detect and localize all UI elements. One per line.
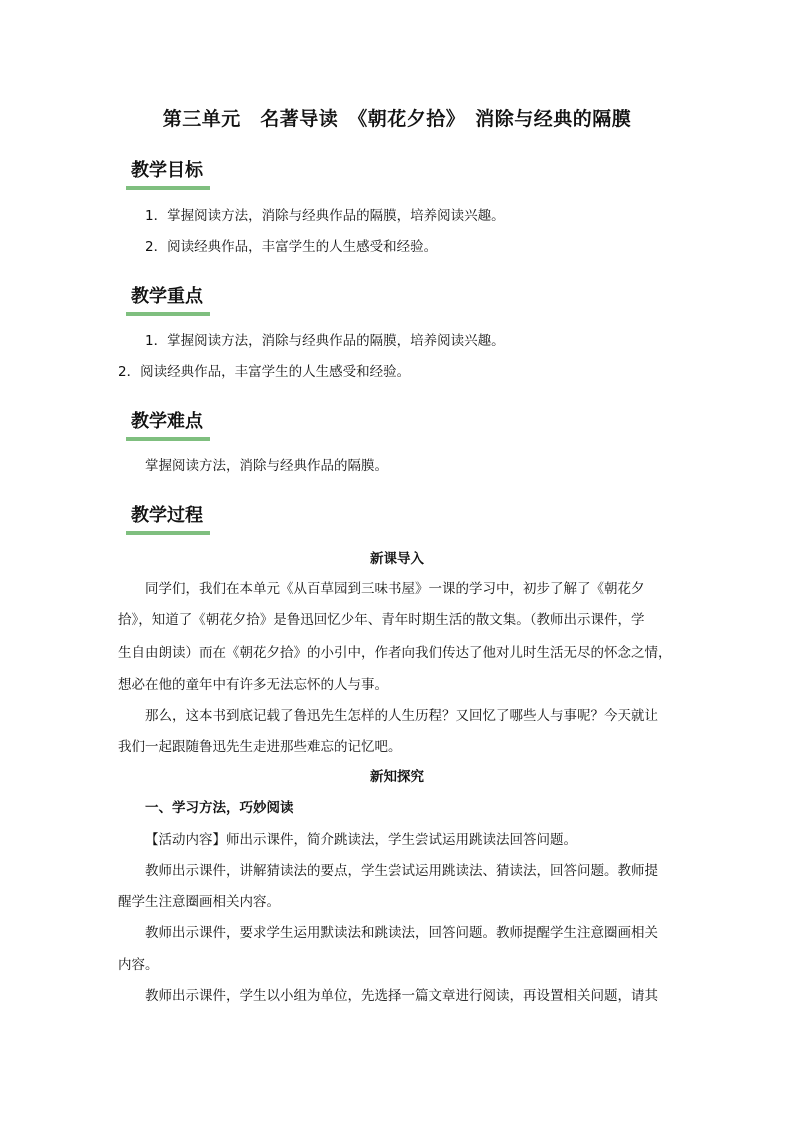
objective-line-2: 2．阅读经典作品，丰富学生的人生感受和经验。 xyxy=(145,239,438,255)
objective-line-1: 1．掌握阅读方法，消除与经典作品的隔膜，培养阅读兴趣。 xyxy=(145,208,505,224)
section-heading-process: 教学过程 xyxy=(126,503,210,535)
section-heading-difficulties: 教学难点 xyxy=(126,409,210,441)
method-paragraph-line: 教师出示课件，讲解猜读法的要点，学生尝试运用跳读法、猜读法，回答问题。教师提 xyxy=(145,863,658,879)
difficulty-line-1: 掌握阅读方法，消除与经典作品的隔膜。 xyxy=(145,458,388,474)
section-heading-objectives: 教学目标 xyxy=(126,158,210,190)
intro-paragraph-2-line: 那么，这本书到底记载了鲁迅先生怎样的人生历程？又回忆了哪些人与事呢？今天就让 xyxy=(145,708,658,724)
method-paragraph-3-line: 教师出示课件，学生以小组为单位，先选择一篇文章进行阅读，再设置相关问题，请其 xyxy=(145,988,658,1004)
intro-paragraph-line: 生自由朗读）而在《朝花夕拾》的小引中，作者向我们传达了他对儿时生活无尽的怀念之情， xyxy=(118,645,672,661)
intro-paragraph-2-line: 我们一起跟随鲁迅先生走进那些难忘的记忆吧。 xyxy=(118,739,402,755)
item-heading-1: 一、学习方法，巧妙阅读 xyxy=(145,800,294,816)
method-paragraph-2-line: 教师出示课件，要求学生运用默读法和跳读法，回答问题。教师提醒学生注意圈画相关 xyxy=(145,925,658,941)
activity-line: 【活动内容】师出示课件，简介跳读法，学生尝试运用跳读法回答问题。 xyxy=(145,832,577,848)
key-point-line-2: 2．阅读经典作品，丰富学生的人生感受和经验。 xyxy=(118,364,411,380)
key-point-line-1: 1．掌握阅读方法，消除与经典作品的隔膜，培养阅读兴趣。 xyxy=(145,333,505,349)
method-paragraph-2-line: 内容。 xyxy=(118,957,159,973)
subheading-intro: 新课导入 xyxy=(370,551,424,567)
intro-paragraph-line: 同学们，我们在本单元《从百草园到三味书屋》一课的学习中，初步了解了《朝花夕 xyxy=(145,581,645,597)
intro-paragraph-line: 拾》，知道了《朝花夕拾》是鲁迅回忆少年、青年时期生活的散文集。（教师出示课件，学 xyxy=(118,612,645,628)
method-paragraph-line: 醒学生注意圈画相关内容。 xyxy=(118,894,280,910)
subheading-explore: 新知探究 xyxy=(370,769,424,785)
intro-paragraph-line: 想必在他的童年中有许多无法忘怀的人与事。 xyxy=(118,677,388,693)
section-heading-key-points: 教学重点 xyxy=(126,284,210,316)
page-title: 第三单元 名著导读 《朝花夕拾》 消除与经典的隔膜 xyxy=(162,108,632,130)
